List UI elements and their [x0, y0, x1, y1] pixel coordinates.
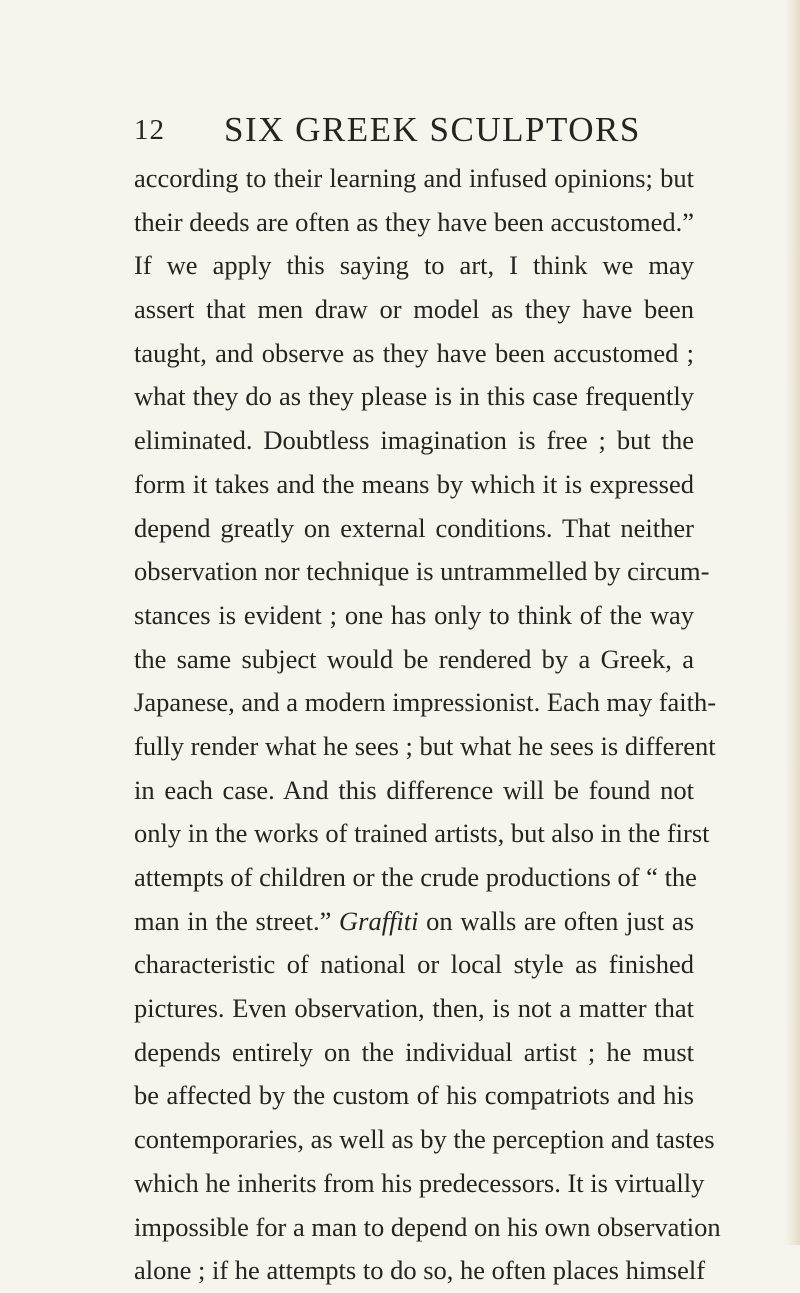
- text-line: according to their learning and infused opinions; but: [134, 163, 694, 193]
- text-line: depend greatly on external conditions. That neither: [134, 512, 694, 543]
- body-text: [134, 157, 721, 1293]
- text-line: eliminated. Doubtless imagination is free ; but the: [134, 425, 694, 456]
- text-line: fully render what he sees ; but what he sees is different: [134, 730, 716, 761]
- page-edge-shadow: [786, 0, 800, 1245]
- text-line: form it takes and the means by which it is expressed: [134, 468, 694, 499]
- text-line: alone ; if he attempts to do so, he often places himself: [134, 1255, 706, 1286]
- italic-term: Graffiti: [339, 905, 419, 936]
- text-line: pictures. Even observation, then, is not a matter that: [134, 993, 694, 1024]
- text-line: stances is evident ; one has only to think of the way: [134, 599, 694, 630]
- text-line: the same subject would be rendered by a Greek, a: [134, 643, 694, 674]
- text-line: attempts of children or the crude productions of “ the: [134, 862, 697, 892]
- text-line: assert that men draw or model as they have been: [134, 294, 694, 325]
- text-line: If we apply this saying to art, I think we may: [134, 250, 694, 281]
- text-line: contemporaries, as well as by the perception and tastes: [134, 1124, 715, 1155]
- text-line: in each case. And this difference will be found not: [134, 774, 694, 805]
- text-line: taught, and observe as they have been accustomed ;: [134, 337, 694, 368]
- text-line: which he inherits from his predecessors. It is virtually: [134, 1167, 705, 1198]
- text-line: characteristic of national or local style as finished: [134, 949, 694, 980]
- running-title: SIX GREEK SCULPTORS: [224, 110, 641, 149]
- text-line: what they do as they please is in this case frequently: [134, 381, 694, 412]
- text-line: impossible for a man to depend on his own observation: [134, 1211, 721, 1242]
- text-line-with-italic: [134, 900, 694, 944]
- running-head: [134, 110, 694, 154]
- text-line-part: on walls are often just as: [426, 905, 695, 936]
- page-number: 12: [134, 114, 165, 146]
- text-line: their deeds are often as they have been accustomed.”: [134, 206, 694, 237]
- text-line: depends entirely on the individual artist ; he must: [134, 1036, 694, 1067]
- text-line: only in the works of trained artists, but also in the first: [134, 818, 710, 849]
- text-line-part: man in the street.”: [134, 905, 332, 936]
- text-line: observation nor technique is untrammelled by circum-: [134, 556, 710, 587]
- text-line: Japanese, and a modern impressionist. Each may faith-: [134, 687, 717, 718]
- text-line: be affected by the custom of his compatriots and his: [134, 1080, 694, 1111]
